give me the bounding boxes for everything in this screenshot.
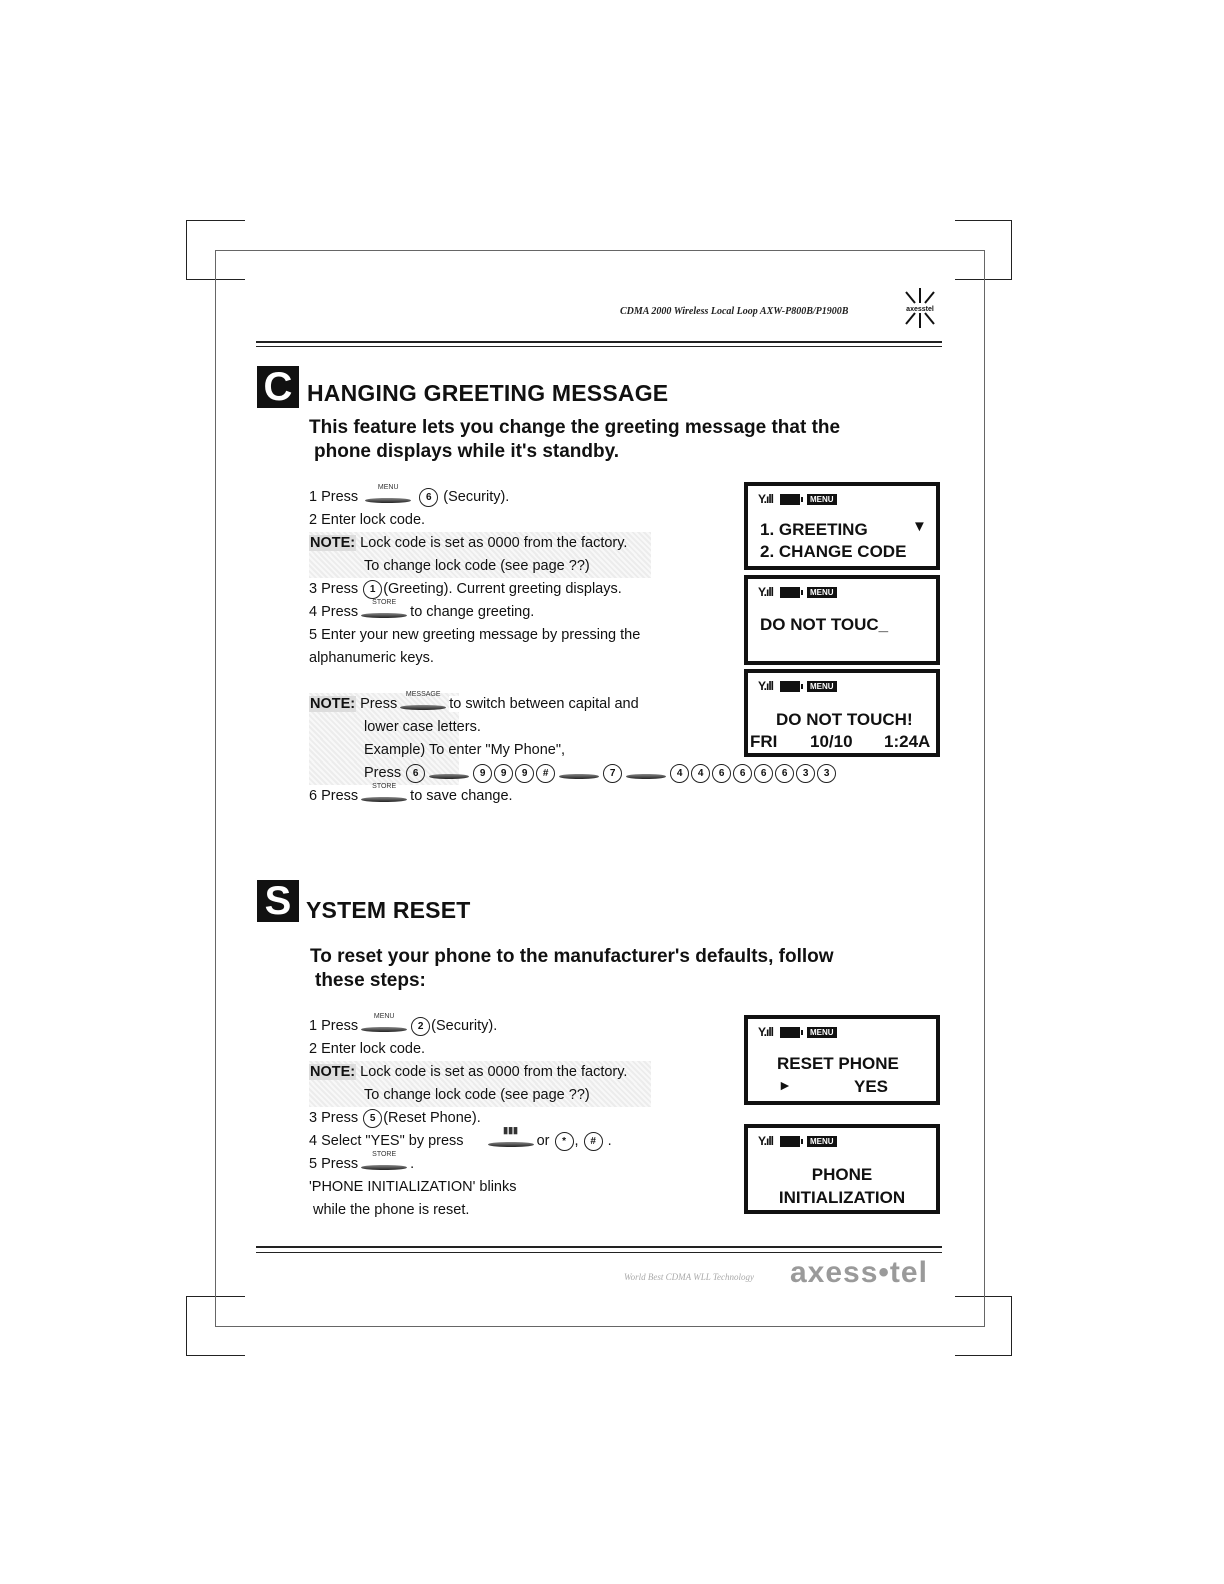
step-text: . xyxy=(607,1133,612,1149)
lcd-line-2: 2. CHANGE CODE xyxy=(760,542,907,561)
signal-icon: Y.ıll xyxy=(758,679,774,693)
digit-key-icon: 3 xyxy=(796,764,815,783)
reset-note xyxy=(309,1061,651,1084)
example-key-sequence xyxy=(405,765,837,781)
signal-icon: Y.ıll xyxy=(758,1134,774,1148)
greeting-intro xyxy=(309,416,840,464)
lcd-greeting-menu xyxy=(744,482,940,570)
message-key-icon xyxy=(624,767,668,779)
reset-step-4 xyxy=(309,1125,729,1153)
signal-icon: Y.ıll xyxy=(758,1025,774,1039)
step-text: 1 Press xyxy=(309,489,359,505)
lcd-reset-confirm xyxy=(744,1015,940,1105)
footer-tagline: World Best CDMA WLL Technology xyxy=(624,1272,755,1282)
step-text: 5 Press xyxy=(309,1156,359,1172)
digit-key-icon: 9 xyxy=(515,764,534,783)
note-tag: NOTE: xyxy=(310,535,356,551)
note-text: To change lock code (see page ??) xyxy=(364,1087,590,1103)
greeting-step-6 xyxy=(309,785,929,808)
reset-blink-line1: 'PHONE INITIALIZATION' blinks xyxy=(309,1179,517,1195)
step-text: to change greeting. xyxy=(410,604,535,620)
header-rule-thick xyxy=(256,341,942,343)
lcd-greeting-edit xyxy=(744,575,940,665)
digit-key-icon: 1 xyxy=(363,580,382,599)
lcd-status-icons xyxy=(758,585,837,599)
note-text: Lock code is set as 0000 from the factory. xyxy=(360,535,628,551)
menu-key-icon: MENU xyxy=(359,1020,409,1032)
reset-note-line2 xyxy=(309,1084,651,1107)
lcd-status-icons xyxy=(758,679,837,693)
battery-icon xyxy=(780,1027,800,1038)
lcd-status-icons xyxy=(758,1134,837,1148)
greeting-note2 xyxy=(309,691,639,716)
battery-icon xyxy=(780,681,800,692)
axesstel-logo xyxy=(894,286,946,330)
step-text: (Security). xyxy=(443,489,510,505)
greeting-note2-line2 xyxy=(309,716,481,739)
store-key-icon: STORE xyxy=(359,1158,409,1170)
signal-icon: Y.ıll xyxy=(758,585,774,599)
step-text: to save change. xyxy=(410,788,513,804)
digit-key-icon: 3 xyxy=(817,764,836,783)
footer-rule-thin xyxy=(256,1252,942,1253)
reset-intro xyxy=(310,945,834,993)
header-model-line: CDMA 2000 Wireless Local Loop AXW-P800B/P1900B xyxy=(620,306,849,317)
lcd-status-icons xyxy=(758,492,837,506)
lcd-line-1: DO NOT TOUCH! xyxy=(776,710,913,729)
step-text: or xyxy=(536,1133,550,1149)
step-text: (Security). xyxy=(431,1018,498,1034)
section-title-greeting: HANGING GREETING MESSAGE xyxy=(307,380,669,406)
step-text: . xyxy=(410,1156,415,1172)
digit-key-icon: 4 xyxy=(670,764,689,783)
lcd-line-1: 1. GREETING xyxy=(760,520,868,539)
menu-icon: MENU xyxy=(807,494,837,505)
lcd-reset-initializing xyxy=(744,1124,940,1214)
step-text: 1 Press xyxy=(309,1018,359,1034)
battery-icon xyxy=(780,494,800,505)
lcd-line-2: YES xyxy=(854,1077,889,1096)
step-text: Press xyxy=(360,696,398,712)
digit-key-icon: # xyxy=(536,764,555,783)
step-text: 4 Select "YES" by press xyxy=(309,1133,464,1149)
footer-rule-thick xyxy=(256,1246,942,1248)
note-text: To change lock code (see page ??) xyxy=(364,558,590,574)
message-key-icon xyxy=(557,767,601,779)
digit-key-icon: 7 xyxy=(603,764,622,783)
greeting-step-5-cont: alphanumeric keys. xyxy=(309,650,434,666)
menu-icon: MENU xyxy=(807,587,837,598)
menu-icon: MENU xyxy=(807,681,837,692)
scroll-down-icon: ▼ xyxy=(912,518,927,535)
store-key-icon: STORE xyxy=(359,790,409,802)
menu-icon: MENU xyxy=(807,1136,837,1147)
lcd-time: 1:24A xyxy=(884,732,931,751)
battery-icon xyxy=(780,1136,800,1147)
store-key-icon: STORE xyxy=(359,606,409,618)
greeting-example xyxy=(309,739,566,762)
digit-key-icon: 6 xyxy=(754,764,773,783)
note-text: Lock code is set as 0000 from the factory. xyxy=(360,1064,628,1080)
note-tag: NOTE: xyxy=(310,1064,356,1080)
menu-icon: MENU xyxy=(807,1027,837,1038)
footer-brand-logo: axess•tel xyxy=(790,1256,928,1289)
reset-intro-line2: these steps: xyxy=(315,970,426,991)
step-text: , xyxy=(574,1133,579,1149)
hash-key-icon: # xyxy=(584,1132,603,1151)
note-text: to switch between capital and xyxy=(449,696,639,712)
star-key-icon: * xyxy=(555,1132,574,1151)
step-text: (Reset Phone). xyxy=(383,1110,481,1126)
greeting-note xyxy=(309,532,651,555)
reset-step-1 xyxy=(309,1015,729,1038)
page-frame-top xyxy=(215,250,985,251)
reset-step-2: 2 Enter lock code. xyxy=(309,1041,426,1057)
page-frame-bottom xyxy=(215,1326,985,1327)
step-text: 3 Press xyxy=(309,1110,359,1126)
lcd-line-1: DO NOT TOUC_ xyxy=(760,615,889,634)
lcd-line-1: PHONE xyxy=(811,1165,873,1184)
volume-key-icon: ▮▮▮ xyxy=(486,1135,536,1147)
step-text: 6 Press xyxy=(309,788,359,804)
example-text: Example) To enter "My Phone", xyxy=(364,742,566,758)
step-text: (Greeting). Current greeting displays. xyxy=(383,581,622,597)
greeting-step-2: 2 Enter lock code. xyxy=(309,512,426,528)
section-cap-s: S xyxy=(257,880,299,922)
digit-key-icon: 5 xyxy=(363,1109,382,1128)
note-tag: NOTE: xyxy=(310,696,356,712)
menu-key-icon: MENU xyxy=(363,491,413,503)
digit-key-icon: 6 xyxy=(712,764,731,783)
greeting-step-5: 5 Enter your new greeting message by pressing the xyxy=(309,627,641,643)
greeting-intro-line1: This feature lets you change the greeting message that the xyxy=(309,417,841,438)
greeting-note-line2 xyxy=(309,555,651,578)
message-key-icon xyxy=(427,767,471,779)
lcd-greeting-standby xyxy=(744,669,940,757)
digit-key-icon: 4 xyxy=(691,764,710,783)
section-cap-c: C xyxy=(257,366,299,408)
lcd-line-1: RESET PHONE xyxy=(777,1054,899,1073)
svg-text:axesstel: axesstel xyxy=(906,306,934,313)
greeting-intro-line2: phone displays while it's standby. xyxy=(314,441,620,462)
reset-blink-line2: while the phone is reset. xyxy=(313,1202,470,1218)
digit-key-icon: 6 xyxy=(406,764,425,783)
reset-intro-line1: To reset your phone to the manufacturer's defaults, follow xyxy=(310,946,834,967)
greeting-example-keys xyxy=(309,762,830,785)
digit-key-icon: 2 xyxy=(411,1017,430,1036)
digit-key-icon: 9 xyxy=(494,764,513,783)
page-frame-left xyxy=(215,250,216,1327)
reset-step-5 xyxy=(309,1153,729,1176)
section-title-reset: YSTEM RESET xyxy=(306,897,471,923)
digit-key-icon: 6 xyxy=(733,764,752,783)
page-frame-right xyxy=(984,250,985,1327)
step-text: 3 Press xyxy=(309,581,359,597)
step-text: 4 Press xyxy=(309,604,359,620)
header-rule-thin xyxy=(256,346,942,347)
note-text: lower case letters. xyxy=(364,719,481,735)
lcd-day: FRI xyxy=(750,732,778,751)
lcd-status-icons xyxy=(758,1025,837,1039)
digit-key-icon: 6 xyxy=(419,488,438,507)
digit-key-icon: 6 xyxy=(775,764,794,783)
select-arrow-icon: ► xyxy=(778,1077,792,1093)
reset-steps xyxy=(309,1015,729,1222)
digit-key-icon: 9 xyxy=(473,764,492,783)
battery-icon xyxy=(780,587,800,598)
lcd-line-2: INITIALIZATION xyxy=(778,1188,906,1207)
message-key-icon: MESSAGE xyxy=(398,698,448,710)
lcd-date: 10/10 xyxy=(810,732,853,751)
step-text: Press xyxy=(364,765,402,781)
signal-icon: Y.ıll xyxy=(758,492,774,506)
